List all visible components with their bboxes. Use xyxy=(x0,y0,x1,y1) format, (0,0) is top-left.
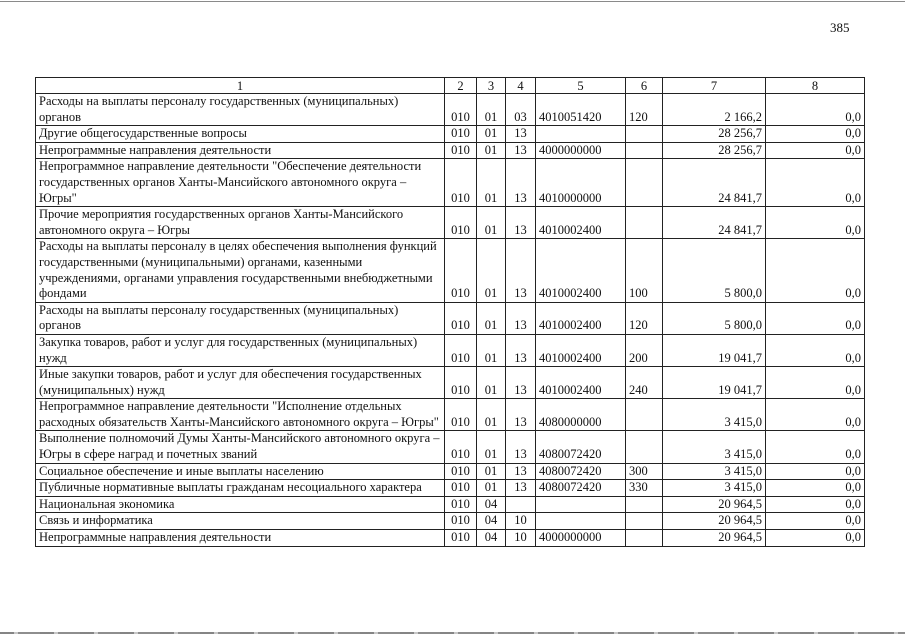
expense-type-cell: 120 xyxy=(626,94,663,126)
amount-cell: 24 841,7 xyxy=(663,159,766,207)
expense-type-cell xyxy=(626,207,663,239)
expense-type-cell: 200 xyxy=(626,334,663,366)
target-article-cell xyxy=(536,496,626,513)
table-row xyxy=(36,463,865,480)
ministry-code-cell: 010 xyxy=(445,399,477,431)
target-article-cell: 4080000000 xyxy=(536,399,626,431)
subsection-code-cell: 13 xyxy=(506,207,536,239)
subsection-code-cell: 13 xyxy=(506,399,536,431)
subsection-code-cell: 13 xyxy=(506,431,536,463)
expense-name-cell: Публичные нормативные выплаты гражданам несоциального характера xyxy=(36,480,445,497)
ministry-code-cell: 010 xyxy=(445,94,477,126)
section-code-cell: 01 xyxy=(477,480,506,497)
amount-cell: 20 964,5 xyxy=(663,513,766,530)
section-code-cell: 01 xyxy=(477,302,506,334)
table-header-row xyxy=(36,78,865,94)
ministry-code-cell: 010 xyxy=(445,530,477,547)
section-code-cell: 01 xyxy=(477,334,506,366)
expense-name-cell: Непрограммное направление деятельности "Исполнение отдельных расходных обязательств Ханты-Мансийского автономного округа – Югры" xyxy=(36,399,445,431)
section-code-cell: 01 xyxy=(477,207,506,239)
table-row xyxy=(36,207,865,239)
amount-cell: 3 415,0 xyxy=(663,399,766,431)
expense-name-cell: Иные закупки товаров, работ и услуг для обеспечения государственных (муниципальных) нужд xyxy=(36,367,445,399)
ministry-code-cell: 010 xyxy=(445,142,477,159)
target-article-cell: 4010002400 xyxy=(536,207,626,239)
section-code-cell: 01 xyxy=(477,367,506,399)
column-header: 3 xyxy=(477,78,506,94)
subsection-code-cell: 10 xyxy=(506,513,536,530)
amount-cell: 24 841,7 xyxy=(663,207,766,239)
expense-name-cell: Непрограммные направления деятельности xyxy=(36,142,445,159)
section-code-cell: 01 xyxy=(477,431,506,463)
column-header: 8 xyxy=(766,78,865,94)
column-header: 1 xyxy=(36,78,445,94)
section-code-cell: 01 xyxy=(477,399,506,431)
secondary-amount-cell: 0,0 xyxy=(766,463,865,480)
expense-name-cell: Социальное обеспечение и иные выплаты населению xyxy=(36,463,445,480)
expense-name-cell: Прочие мероприятия государственных органов Ханты-Мансийского автономного округа – Югры xyxy=(36,207,445,239)
expense-name-cell: Непрограммное направление деятельности "Обеспечение деятельности государственных органов Ханты-Мансийского автономного округа – Югры" xyxy=(36,159,445,207)
amount-cell: 20 964,5 xyxy=(663,496,766,513)
subsection-code-cell: 13 xyxy=(506,126,536,143)
target-article-cell: 4000000000 xyxy=(536,530,626,547)
target-article-cell: 4010051420 xyxy=(536,94,626,126)
amount-cell: 3 415,0 xyxy=(663,431,766,463)
table-row xyxy=(36,94,865,126)
target-article-cell xyxy=(536,513,626,530)
amount-cell: 28 256,7 xyxy=(663,126,766,143)
section-code-cell: 01 xyxy=(477,239,506,302)
expense-type-cell: 100 xyxy=(626,239,663,302)
expense-type-cell: 120 xyxy=(626,302,663,334)
expense-type-cell xyxy=(626,399,663,431)
secondary-amount-cell: 0,0 xyxy=(766,159,865,207)
column-header: 6 xyxy=(626,78,663,94)
secondary-amount-cell: 0,0 xyxy=(766,496,865,513)
secondary-amount-cell: 0,0 xyxy=(766,126,865,143)
target-article-cell: 4080072420 xyxy=(536,480,626,497)
target-article-cell: 4080072420 xyxy=(536,463,626,480)
ministry-code-cell: 010 xyxy=(445,367,477,399)
expense-type-cell xyxy=(626,126,663,143)
ministry-code-cell: 010 xyxy=(445,207,477,239)
target-article-cell: 4010002400 xyxy=(536,239,626,302)
target-article-cell: 4010002400 xyxy=(536,334,626,366)
subsection-code-cell: 13 xyxy=(506,463,536,480)
ministry-code-cell: 010 xyxy=(445,334,477,366)
expense-name-cell: Расходы на выплаты персоналу государственных (муниципальных) органов xyxy=(36,302,445,334)
budget-table xyxy=(35,77,865,547)
ministry-code-cell: 010 xyxy=(445,463,477,480)
section-code-cell: 01 xyxy=(477,159,506,207)
target-article-cell: 4080072420 xyxy=(536,431,626,463)
amount-cell: 3 415,0 xyxy=(663,463,766,480)
ministry-code-cell: 010 xyxy=(445,302,477,334)
subsection-code-cell: 13 xyxy=(506,367,536,399)
subsection-code-cell: 13 xyxy=(506,142,536,159)
ministry-code-cell: 010 xyxy=(445,239,477,302)
expense-name-cell: Другие общегосударственные вопросы xyxy=(36,126,445,143)
expense-type-cell xyxy=(626,530,663,547)
expense-name-cell: Связь и информатика xyxy=(36,513,445,530)
scan-top-edge xyxy=(0,1,905,2)
column-header: 7 xyxy=(663,78,766,94)
secondary-amount-cell: 0,0 xyxy=(766,367,865,399)
scan-bottom-edge xyxy=(0,632,905,634)
expense-type-cell xyxy=(626,431,663,463)
table-row xyxy=(36,399,865,431)
secondary-amount-cell: 0,0 xyxy=(766,94,865,126)
subsection-code-cell: 13 xyxy=(506,302,536,334)
amount-cell: 3 415,0 xyxy=(663,480,766,497)
ministry-code-cell: 010 xyxy=(445,480,477,497)
ministry-code-cell: 010 xyxy=(445,126,477,143)
section-code-cell: 01 xyxy=(477,94,506,126)
amount-cell: 5 800,0 xyxy=(663,239,766,302)
ministry-code-cell: 010 xyxy=(445,513,477,530)
table-row xyxy=(36,159,865,207)
expense-name-cell: Национальная экономика xyxy=(36,496,445,513)
target-article-cell: 4010002400 xyxy=(536,302,626,334)
table-row xyxy=(36,239,865,302)
table-row xyxy=(36,480,865,497)
ministry-code-cell: 010 xyxy=(445,159,477,207)
subsection-code-cell xyxy=(506,496,536,513)
secondary-amount-cell: 0,0 xyxy=(766,431,865,463)
expense-name-cell: Выполнение полномочий Думы Ханты-Мансийского автономного округа – Югры в сфере наград и почетных званий xyxy=(36,431,445,463)
section-code-cell: 04 xyxy=(477,513,506,530)
expense-type-cell: 240 xyxy=(626,367,663,399)
secondary-amount-cell: 0,0 xyxy=(766,399,865,431)
ministry-code-cell: 010 xyxy=(445,496,477,513)
section-code-cell: 01 xyxy=(477,126,506,143)
secondary-amount-cell: 0,0 xyxy=(766,480,865,497)
expense-name-cell: Расходы на выплаты персоналу государственных (муниципальных) органов xyxy=(36,94,445,126)
expense-type-cell: 330 xyxy=(626,480,663,497)
column-header: 4 xyxy=(506,78,536,94)
target-article-cell xyxy=(536,126,626,143)
expense-type-cell xyxy=(626,496,663,513)
column-header: 5 xyxy=(536,78,626,94)
secondary-amount-cell: 0,0 xyxy=(766,513,865,530)
secondary-amount-cell: 0,0 xyxy=(766,334,865,366)
secondary-amount-cell: 0,0 xyxy=(766,207,865,239)
table-row xyxy=(36,513,865,530)
section-code-cell: 04 xyxy=(477,530,506,547)
amount-cell: 28 256,7 xyxy=(663,142,766,159)
expense-type-cell: 300 xyxy=(626,463,663,480)
amount-cell: 20 964,5 xyxy=(663,530,766,547)
expense-name-cell: Непрограммные направления деятельности xyxy=(36,530,445,547)
amount-cell: 19 041,7 xyxy=(663,367,766,399)
subsection-code-cell: 13 xyxy=(506,334,536,366)
section-code-cell: 04 xyxy=(477,496,506,513)
expense-name-cell: Закупка товаров, работ и услуг для государственных (муниципальных) нужд xyxy=(36,334,445,366)
secondary-amount-cell: 0,0 xyxy=(766,530,865,547)
table-row xyxy=(36,496,865,513)
column-header: 2 xyxy=(445,78,477,94)
target-article-cell: 4010000000 xyxy=(536,159,626,207)
secondary-amount-cell: 0,0 xyxy=(766,302,865,334)
amount-cell: 5 800,0 xyxy=(663,302,766,334)
secondary-amount-cell: 0,0 xyxy=(766,239,865,302)
subsection-code-cell: 10 xyxy=(506,530,536,547)
subsection-code-cell: 13 xyxy=(506,480,536,497)
table-row xyxy=(36,530,865,547)
expense-type-cell xyxy=(626,142,663,159)
subsection-code-cell: 13 xyxy=(506,239,536,302)
target-article-cell: 4010002400 xyxy=(536,367,626,399)
section-code-cell: 01 xyxy=(477,142,506,159)
amount-cell: 2 166,2 xyxy=(663,94,766,126)
table-row xyxy=(36,334,865,366)
table-row xyxy=(36,367,865,399)
ministry-code-cell: 010 xyxy=(445,431,477,463)
secondary-amount-cell: 0,0 xyxy=(766,142,865,159)
section-code-cell: 01 xyxy=(477,463,506,480)
table-row xyxy=(36,431,865,463)
expense-type-cell xyxy=(626,159,663,207)
amount-cell: 19 041,7 xyxy=(663,334,766,366)
expense-type-cell xyxy=(626,513,663,530)
target-article-cell: 4000000000 xyxy=(536,142,626,159)
subsection-code-cell: 13 xyxy=(506,159,536,207)
table-row xyxy=(36,302,865,334)
page-number: 385 xyxy=(830,20,850,35)
table-row xyxy=(36,142,865,159)
subsection-code-cell: 03 xyxy=(506,94,536,126)
table-row xyxy=(36,126,865,143)
expense-name-cell: Расходы на выплаты персоналу в целях обеспечения выполнения функций государственными (муниципальными) органами, казенными учреждениями, органами управления государственными внебюджетными фондами xyxy=(36,239,445,302)
